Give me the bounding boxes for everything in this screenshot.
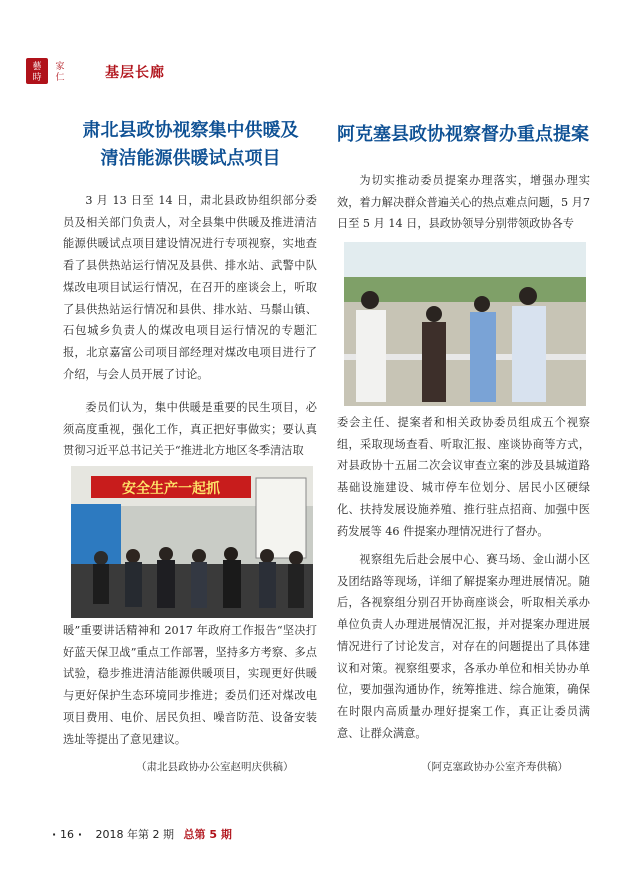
issue-label: 2018 年第 2 期 <box>95 828 175 841</box>
left-article-title-line2: 清洁能源供暖试点项目 <box>100 148 281 169</box>
page-footer: · 16 · 2018 年第 2 期 总第 5 期 <box>52 828 232 841</box>
right-article-credit: （阿克塞政协办公室齐寿供稿） <box>421 761 568 773</box>
left-article-paragraph: 暖”重要讲话精神和 2017 年政府工作报告“坚决打好蓝天保卫战”重点工作部署，坚持多方考察、多点试验，稳步推进清洁能源供暖项目，实现更好供暖与更好保护生态环境同步推进；委员们还对煤改电项目费用、电价、居民负担、噪音防范、设备安装选址等提出了意见建议。 <box>63 624 317 746</box>
right-article-photo <box>344 242 586 406</box>
left-article-credit: （肃北县政协办公室赵明庆供稿） <box>136 761 294 773</box>
section-label: 基层长廊 <box>105 65 165 81</box>
page-number: 16 <box>60 828 75 841</box>
right-article-paragraph: 视察组先后赴会展中心、赛马场、金山湖小区及团结路等现场，详细了解提案办理进展情况。随后，各视察组分别召开协商座谈会，听取相关承办单位负责人办理进展情况汇报，并对提案办理进展情况进行了讨论发言，对存在的问题提出了具体建议和对策。视察组要求，各承办单位和相关协办单位，要加强沟通协作，统筹推进、综合施策，确保在时限内高质量办理好提案工作，真正让委员满意、让群众满意。 <box>337 553 590 740</box>
page-header <box>26 58 618 84</box>
left-article-title-line1: 肃北县政协视察集中供暖及 <box>82 120 299 141</box>
right-article-paragraph: 委会主任、提案者和相关政协委员组成五个视察组，采取现场查看、听取汇报、座谈协商等方式，对县政协十五届二次会议审查立案的涉及县城道路基础设施建设、城市停车位划分、居民小区硬绿化、扶持发展设施养殖、推行驻点招商、加强中医药发展等 46 件提案办理情况进行了督办。 <box>337 416 590 538</box>
left-article-paragraph: 3 月 13 日至 14 日，肃北县政协组织部分委员及相关部门负责人，对全县集中供暖及推进清洁能源供暖试点项目建设情况进行专项视察，实地查看了县供热站运行情况及县供、排水站、武警中队煤改电项目试运行情况，在召开的座谈会上，听取了县供热站运行情况和县供、排水站、马鬃山镇、石包城乡负责人的煤改电项目运行情况的专题汇报，北京嘉富公司项目部经理对煤改电项目进行了介绍，与会人员开展了讨论。 <box>63 194 317 381</box>
page-number-dot: · <box>52 828 61 841</box>
seal-char: 藝 <box>32 62 42 72</box>
left-article-paragraph: 委员们认为，集中供暖是重要的民生项目，必须高度重视，强化工作，真正把好事做实；要认真贯彻习近平总书记关于“推进北方地区冬季清洁取 <box>63 401 317 458</box>
left-article-photo <box>71 466 313 618</box>
seal-char: 時 <box>32 73 42 83</box>
cumulative-issue-label: 总第 5 期 <box>183 828 232 841</box>
right-article-paragraph: 为切实推动委员提案办理落实，增强办理实效，着力解决群众普遍关心的热点难点问题，5 月7 日至 5 月 14 日，县政协领导分别带领政协各专 <box>337 174 590 231</box>
seal-char: 家 <box>55 62 65 72</box>
magazine-seal-logo <box>26 58 74 84</box>
seal-char: 仁 <box>55 73 65 83</box>
right-article-title: 阿克塞县政协视察督办重点提案 <box>337 124 589 145</box>
photo-banner-text: 安全生产一起抓 <box>122 481 220 497</box>
